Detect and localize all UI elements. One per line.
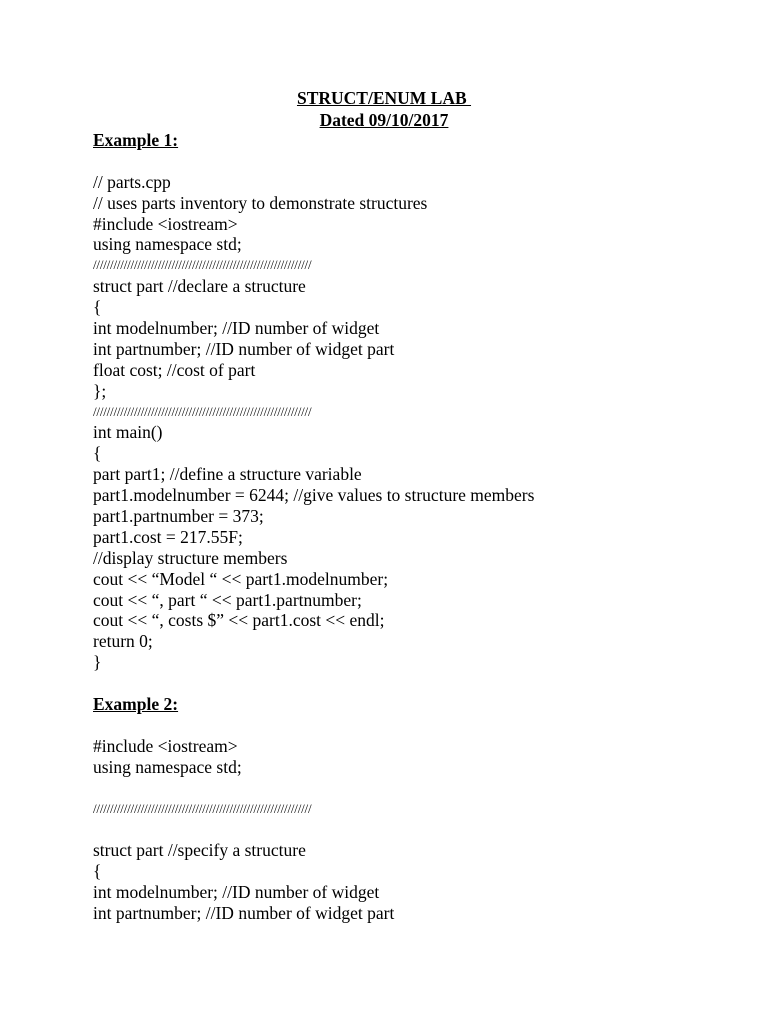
blank-line <box>93 673 753 694</box>
example-1-heading: Example 1: <box>93 130 179 150</box>
code-line: //display structure members <box>93 547 288 568</box>
blank-line <box>93 151 753 172</box>
code-line: int modelnumber; //ID number of widget <box>93 318 380 339</box>
code-line: int partnumber; //ID number of widget part <box>93 902 395 923</box>
code-line: int main() <box>93 422 163 443</box>
blank-line <box>93 819 753 840</box>
code-line: struct part //specify a structure <box>93 840 306 861</box>
code-line: { <box>93 861 102 882</box>
code-line: using namespace std; <box>93 756 242 777</box>
separator-line: //////////////////////////////////////////////////////////////// <box>93 257 312 273</box>
code-line: return 0; <box>93 631 153 652</box>
code-line: using namespace std; <box>93 234 242 255</box>
code-line: // parts.cpp <box>93 171 171 192</box>
code-line: { <box>93 443 102 464</box>
code-line: cout << “, costs $” << part1.cost << endl; <box>93 610 385 631</box>
code-line: // uses parts inventory to demonstrate structures <box>93 192 428 213</box>
code-line: cout << “Model “ << part1.modelnumber; <box>93 568 389 589</box>
example-2-heading: Example 2: <box>93 694 179 715</box>
code-line: #include <iostream> <box>93 213 238 234</box>
code-line: cout << “, part “ << part1.partnumber; <box>93 589 362 610</box>
code-line: part1.modelnumber = 6244; //give values to structure members <box>93 485 535 506</box>
document-title: STRUCT/ENUM LAB <box>296 88 472 108</box>
code-line: int modelnumber; //ID number of widget <box>93 882 380 903</box>
code-line: { <box>93 297 102 318</box>
blank-line <box>93 778 753 799</box>
code-line: #include <iostream> <box>93 735 238 756</box>
code-line: part1.cost = 217.55F; <box>93 526 243 547</box>
example-2-code <box>93 736 753 924</box>
document-date: Dated 09/10/2017 <box>319 110 449 130</box>
code-line: part1.partnumber = 373; <box>93 506 264 527</box>
code-line: } <box>93 652 102 673</box>
code-line: int partnumber; //ID number of widget part <box>93 338 395 359</box>
separator-line: //////////////////////////////////////////////////////////////// <box>93 800 312 816</box>
code-line: part part1; //define a structure variable <box>93 464 362 485</box>
blank-line <box>93 715 753 736</box>
title-block <box>0 87 768 131</box>
document-body <box>93 130 753 924</box>
code-line: float cost; //cost of part <box>93 359 256 380</box>
code-line: struct part //declare a structure <box>93 276 306 297</box>
code-line: }; <box>93 380 107 401</box>
separator-line: //////////////////////////////////////////////////////////////// <box>93 403 312 419</box>
example-1-code <box>93 172 753 673</box>
